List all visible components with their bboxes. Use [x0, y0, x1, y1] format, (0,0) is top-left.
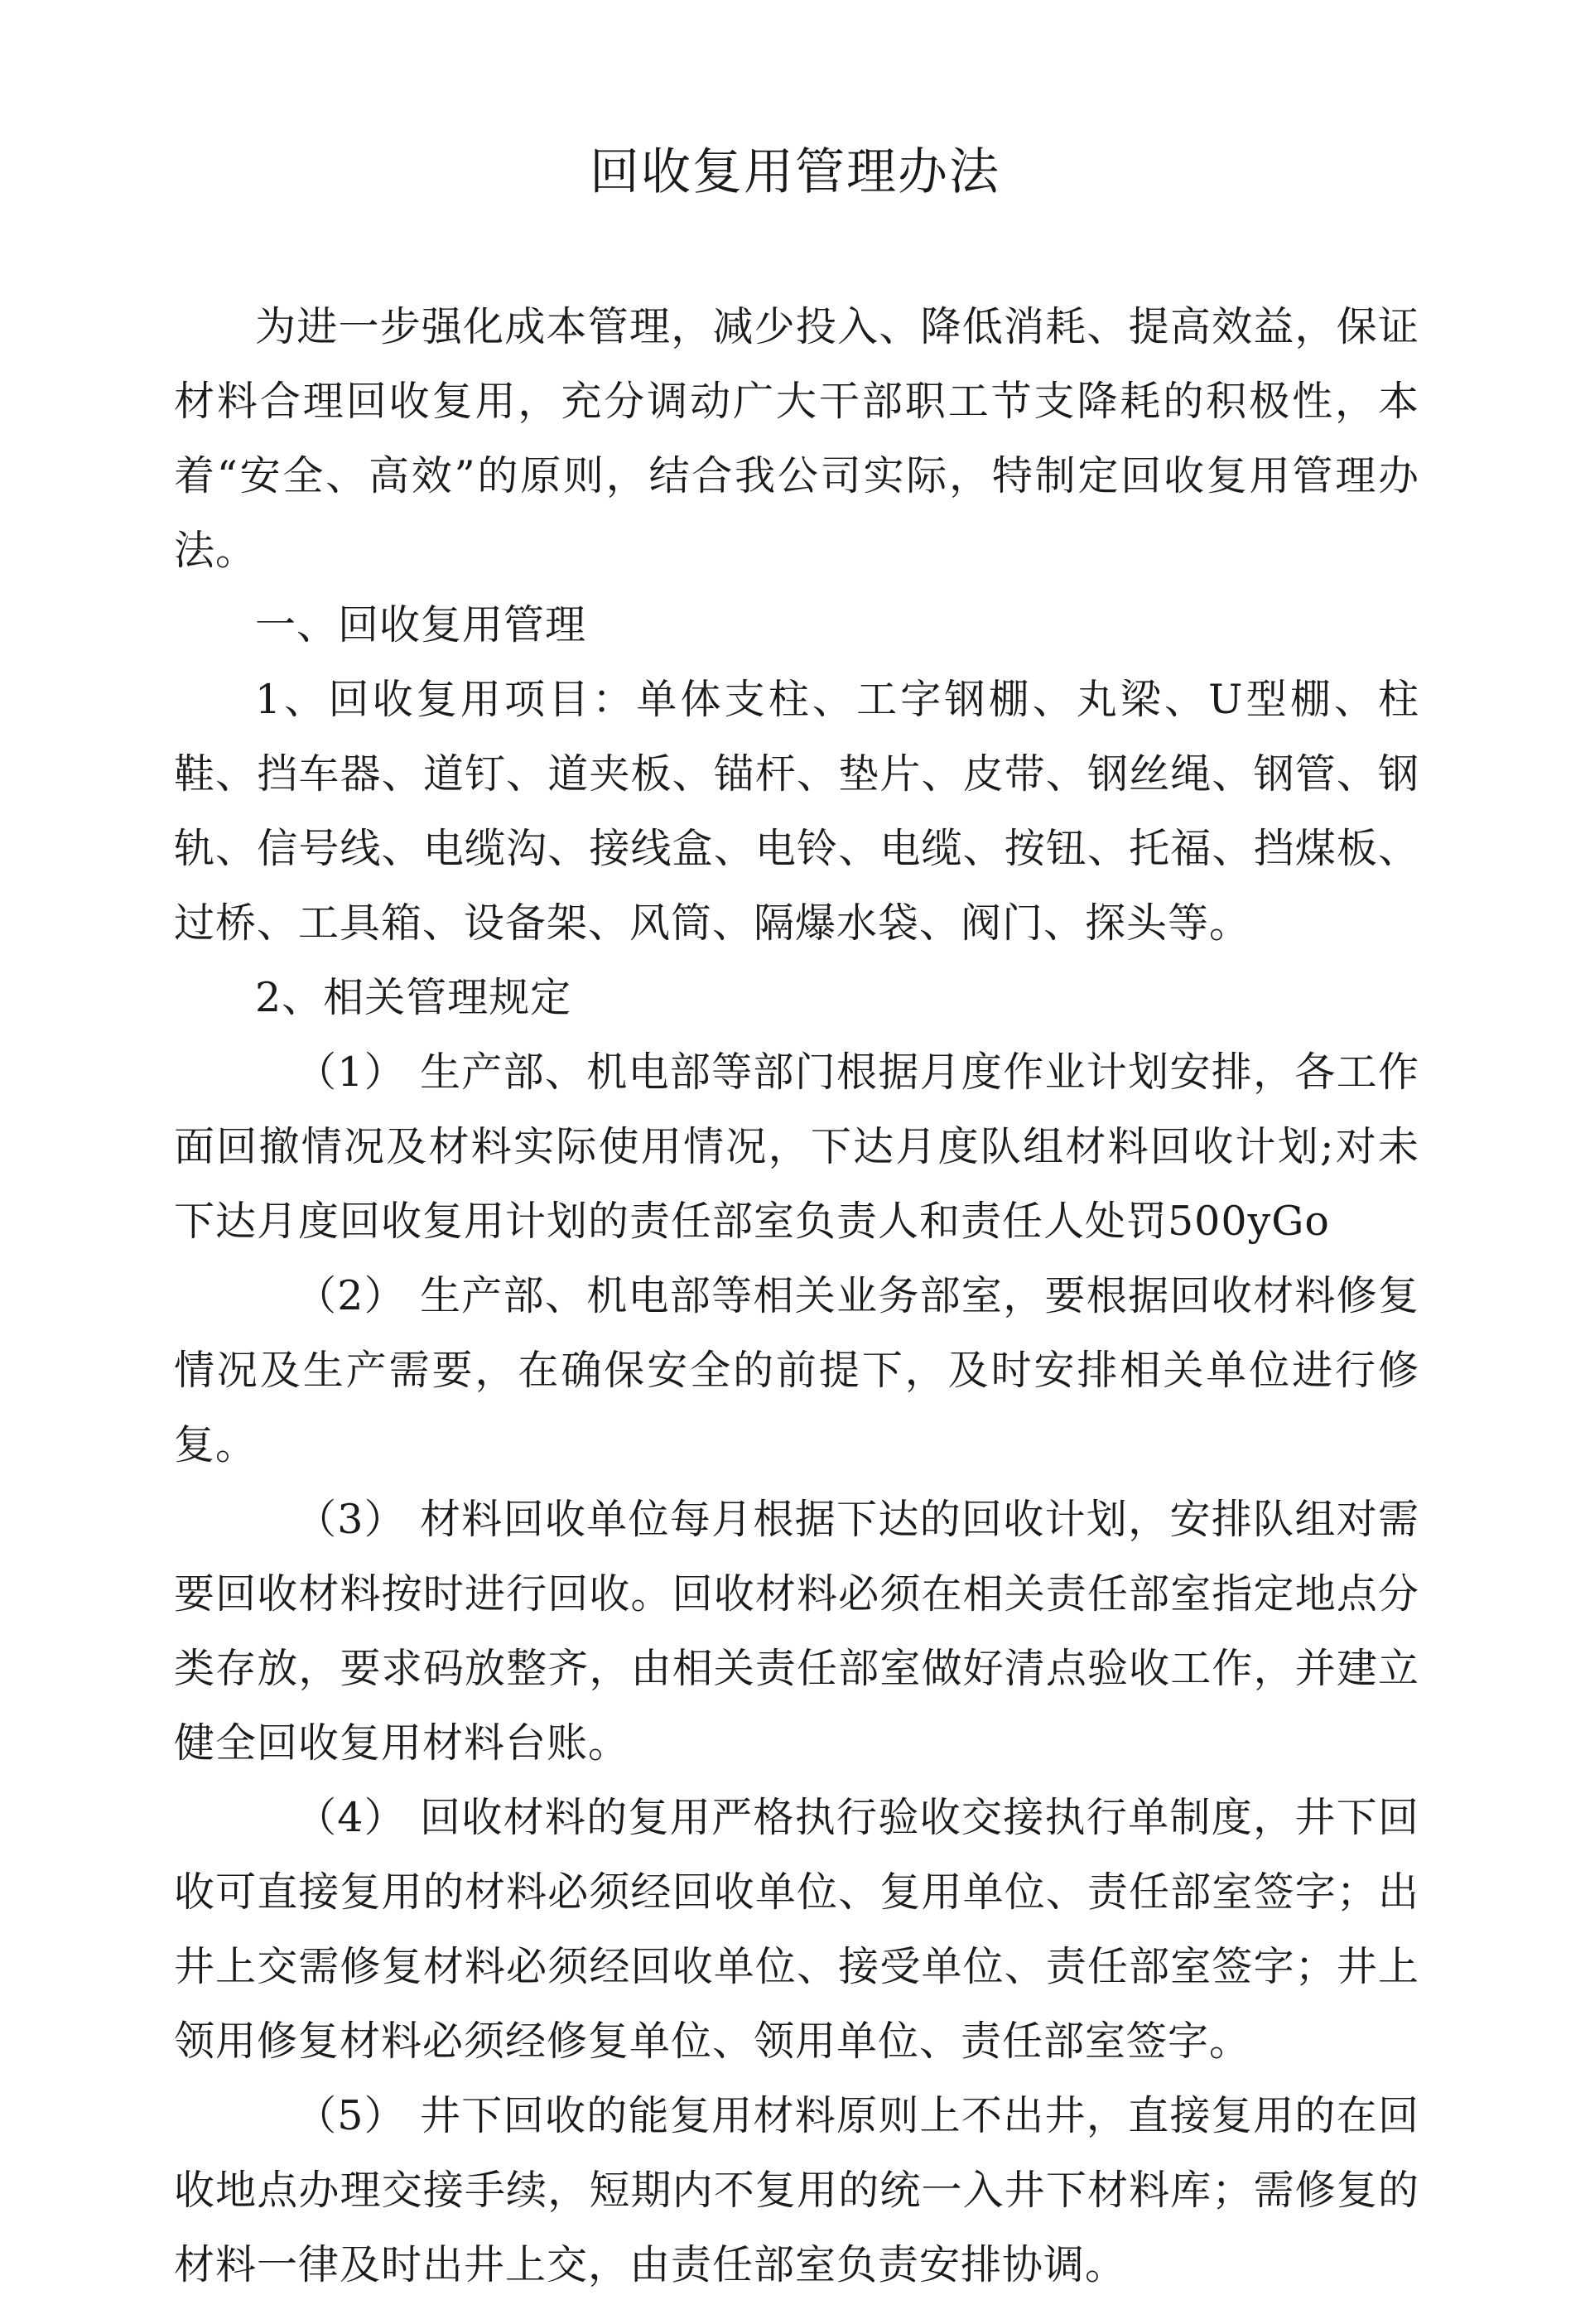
document-body [174, 290, 1419, 2302]
document-title: 回收复用管理办法 [590, 143, 1000, 201]
rule-1-paragraph: （1） 生产部、机电部等部门根据月度作业计划安排，各工作面回撤情况及材料实际使用情况，下达月度队组材料回收计划;对未下达月度回收复用计划的责任部室负责人和责任人处罚500yGo [174, 1049, 1419, 1245]
item-2-heading: 2、相关管理规定 [255, 974, 572, 1021]
rule-3-paragraph: （3） 材料回收单位每月根据下达的回收计划，安排队组对需要回收材料按时进行回收。回收材料必须在相关责任部室指定地点分类存放，要求码放整齐，由相关责任部室做好清点验收工作，并建立健全回收复用材料台账。 [174, 1496, 1419, 1767]
rule-4-paragraph: （4） 回收材料的复用严格执行验收交接执行单制度，井下回收可直接复用的材料必须经回收单位、复用单位、责任部室签字；出井上交需修复材料必须经回收单位、接受单位、责任部室签字；井上领用修复材料必须经修复单位、领用单位、责任部室签字。 [174, 1794, 1419, 2065]
section-heading: 一、回收复用管理 [255, 601, 587, 649]
intro-paragraph: 为进一步强化成本管理，减少投入、降低消耗、提高效益，保证材料合理回收复用，充分调动广大干部职工节支降耗的积极性，本着“安全、高效”的原则，结合我公司实际，特制定回收复用管理办法。 [174, 303, 1419, 574]
item-1-paragraph: 1、回收复用项目：单体支柱、工字钢棚、丸梁、U型棚、柱鞋、挡车器、道钉、道夹板、锚杆、垫片、皮带、钢丝绳、钢管、钢轨、信号线、电缆沟、接线盒、电铃、电缆、按钮、托福、挡煤板、过桥、工具箱、设备架、风筒、隔爆水袋、阀门、探头等。 [174, 676, 1419, 947]
rule-5-paragraph: （5） 井下回收的能复用材料原则上不出井，直接复用的在回收地点办理交接手续，短期内不复用的统一入井下材料库；需修复的材料一律及时出井上交，由责任部室负责安排协调。 [174, 2092, 1419, 2288]
rule-2-paragraph: （2） 生产部、机电部等相关业务部室，要根据回收材料修复情况及生产需要，在确保安全的前提下，及时安排相关单位进行修复。 [174, 1272, 1419, 1468]
